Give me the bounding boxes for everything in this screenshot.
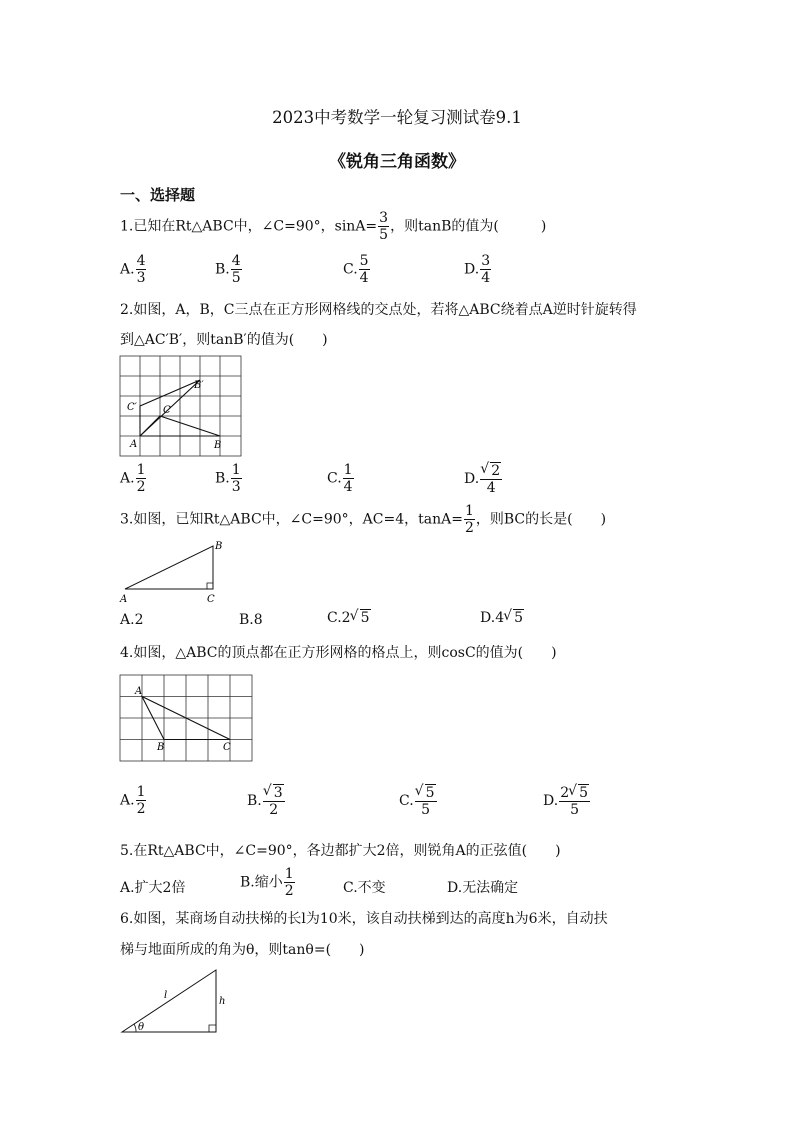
q1-option-a[interactable]: A. $\frac{4}{3}$ xyxy=(120,253,146,287)
q3-triangle-figure xyxy=(118,540,228,606)
q3-option-d[interactable]: D.4√ 5 xyxy=(480,609,524,626)
question-2-line-2: 到△AC′B′，则tanB′的值为( ) xyxy=(120,332,328,348)
q3-option-b[interactable]: B.8 xyxy=(239,612,263,628)
section-heading: 一、选择题 xyxy=(120,186,196,204)
q2-label-c-prime: C′ xyxy=(127,402,137,413)
q2-grid-figure xyxy=(119,355,243,459)
q2-label-b: B xyxy=(214,440,222,451)
q4-option-a[interactable]: A. $\frac{1}{2}$ xyxy=(120,784,146,818)
q2-option-c[interactable]: C. $\frac{1}{4}$ xyxy=(327,462,353,496)
question-1-stem xyxy=(120,210,546,243)
q5-option-d[interactable]: D.无法确定 xyxy=(447,880,519,896)
q3-label-c: C xyxy=(207,594,215,605)
question-6-line-2: 梯与地面所成的角为θ，则tanθ=( ) xyxy=(120,942,365,958)
q6-label-theta: θ xyxy=(138,1022,145,1033)
q5-option-b[interactable]: B.缩小 $\frac{1}{2}$ xyxy=(240,866,294,900)
q1-option-d[interactable]: D. $\frac{3}{4}$ xyxy=(464,253,491,287)
q4-label-b: B xyxy=(157,742,165,753)
q2-option-a[interactable]: A. $\frac{1}{2}$ xyxy=(120,462,146,496)
q4-label-c: C xyxy=(223,742,231,753)
q4-label-a: A xyxy=(135,686,143,697)
q1-option-b[interactable]: B. $\frac{4}{5}$ xyxy=(215,253,241,287)
q4-option-d[interactable]: D. $\frac{2√ 5}{5}$ xyxy=(543,784,591,818)
question-2-line-1: 2.如图，A，B，C三点在正方形网格线的交点处，若将△ABC绕着点A逆时针旋转得 xyxy=(120,302,637,318)
question-4-stem: 4.如图，△ABC的顶点都在正方形网格的格点上，则cosC的值为( ) xyxy=(120,645,557,661)
q6-label-h: h xyxy=(219,996,226,1007)
q4-option-b[interactable]: B. √ $\frac{3}{2}$ xyxy=(247,784,286,818)
question-5-stem: 5.在Rt△ABC中，∠C=90°，各边都扩大2倍，则锐角A的正弦值( ) xyxy=(120,843,561,859)
q1-option-c[interactable]: C. $\frac{5}{4}$ xyxy=(343,253,369,287)
q3-option-a[interactable]: A.2 xyxy=(120,612,144,628)
q3-label-b: B xyxy=(215,541,223,552)
question-3-stem: 3.如图，已知Rt△ABC中，∠C=90°，AC=4，tanA= $\frac{1}{2}$ ，则BC的长是( ) xyxy=(120,503,607,537)
q2-label-c: C xyxy=(163,405,171,416)
q5-option-c[interactable]: C.不变 xyxy=(343,880,386,896)
q2-option-b[interactable]: B. $\frac{1}{3}$ xyxy=(215,462,241,496)
q3-option-c[interactable]: C.2√ 5 xyxy=(327,609,371,626)
page-subtitle: 《锐角三角函数》 xyxy=(329,152,465,172)
q4-option-c[interactable]: C. √ $\frac{5}{5}$ xyxy=(399,784,438,818)
q1-stem-part-a: 1.已知在Rt△ABC中，∠C=90°，sinA= xyxy=(120,218,378,235)
q1-fraction: $\frac{3}{5}$ xyxy=(379,210,389,244)
q1-stem-part-b: ，则tanB的值为( ) xyxy=(390,218,547,235)
q3-label-a: A xyxy=(120,594,128,605)
q2-grid-lines xyxy=(120,356,241,456)
q3-fraction: $\frac{1}{2}$ xyxy=(464,503,474,537)
page-title: 2023中考数学一轮复习测试卷9.1 xyxy=(272,108,522,127)
q4-grid-figure xyxy=(119,674,255,764)
q5-option-a[interactable]: A.扩大2倍 xyxy=(120,880,186,896)
q2-label-a: A xyxy=(130,439,138,450)
q6-label-l: l xyxy=(164,990,168,1001)
q6-angle-arc xyxy=(134,1024,136,1032)
q6-escalator-figure xyxy=(118,968,230,1036)
q2-option-d[interactable]: D. √ $\frac{2}{4}$ xyxy=(464,462,503,496)
question-6-line-1: 6.如图，某商场自动扶梯的长l为10米，该自动扶梯到达的高度h为6米，自动扶 xyxy=(120,911,608,927)
q2-label-b-prime: B′ xyxy=(194,380,204,391)
